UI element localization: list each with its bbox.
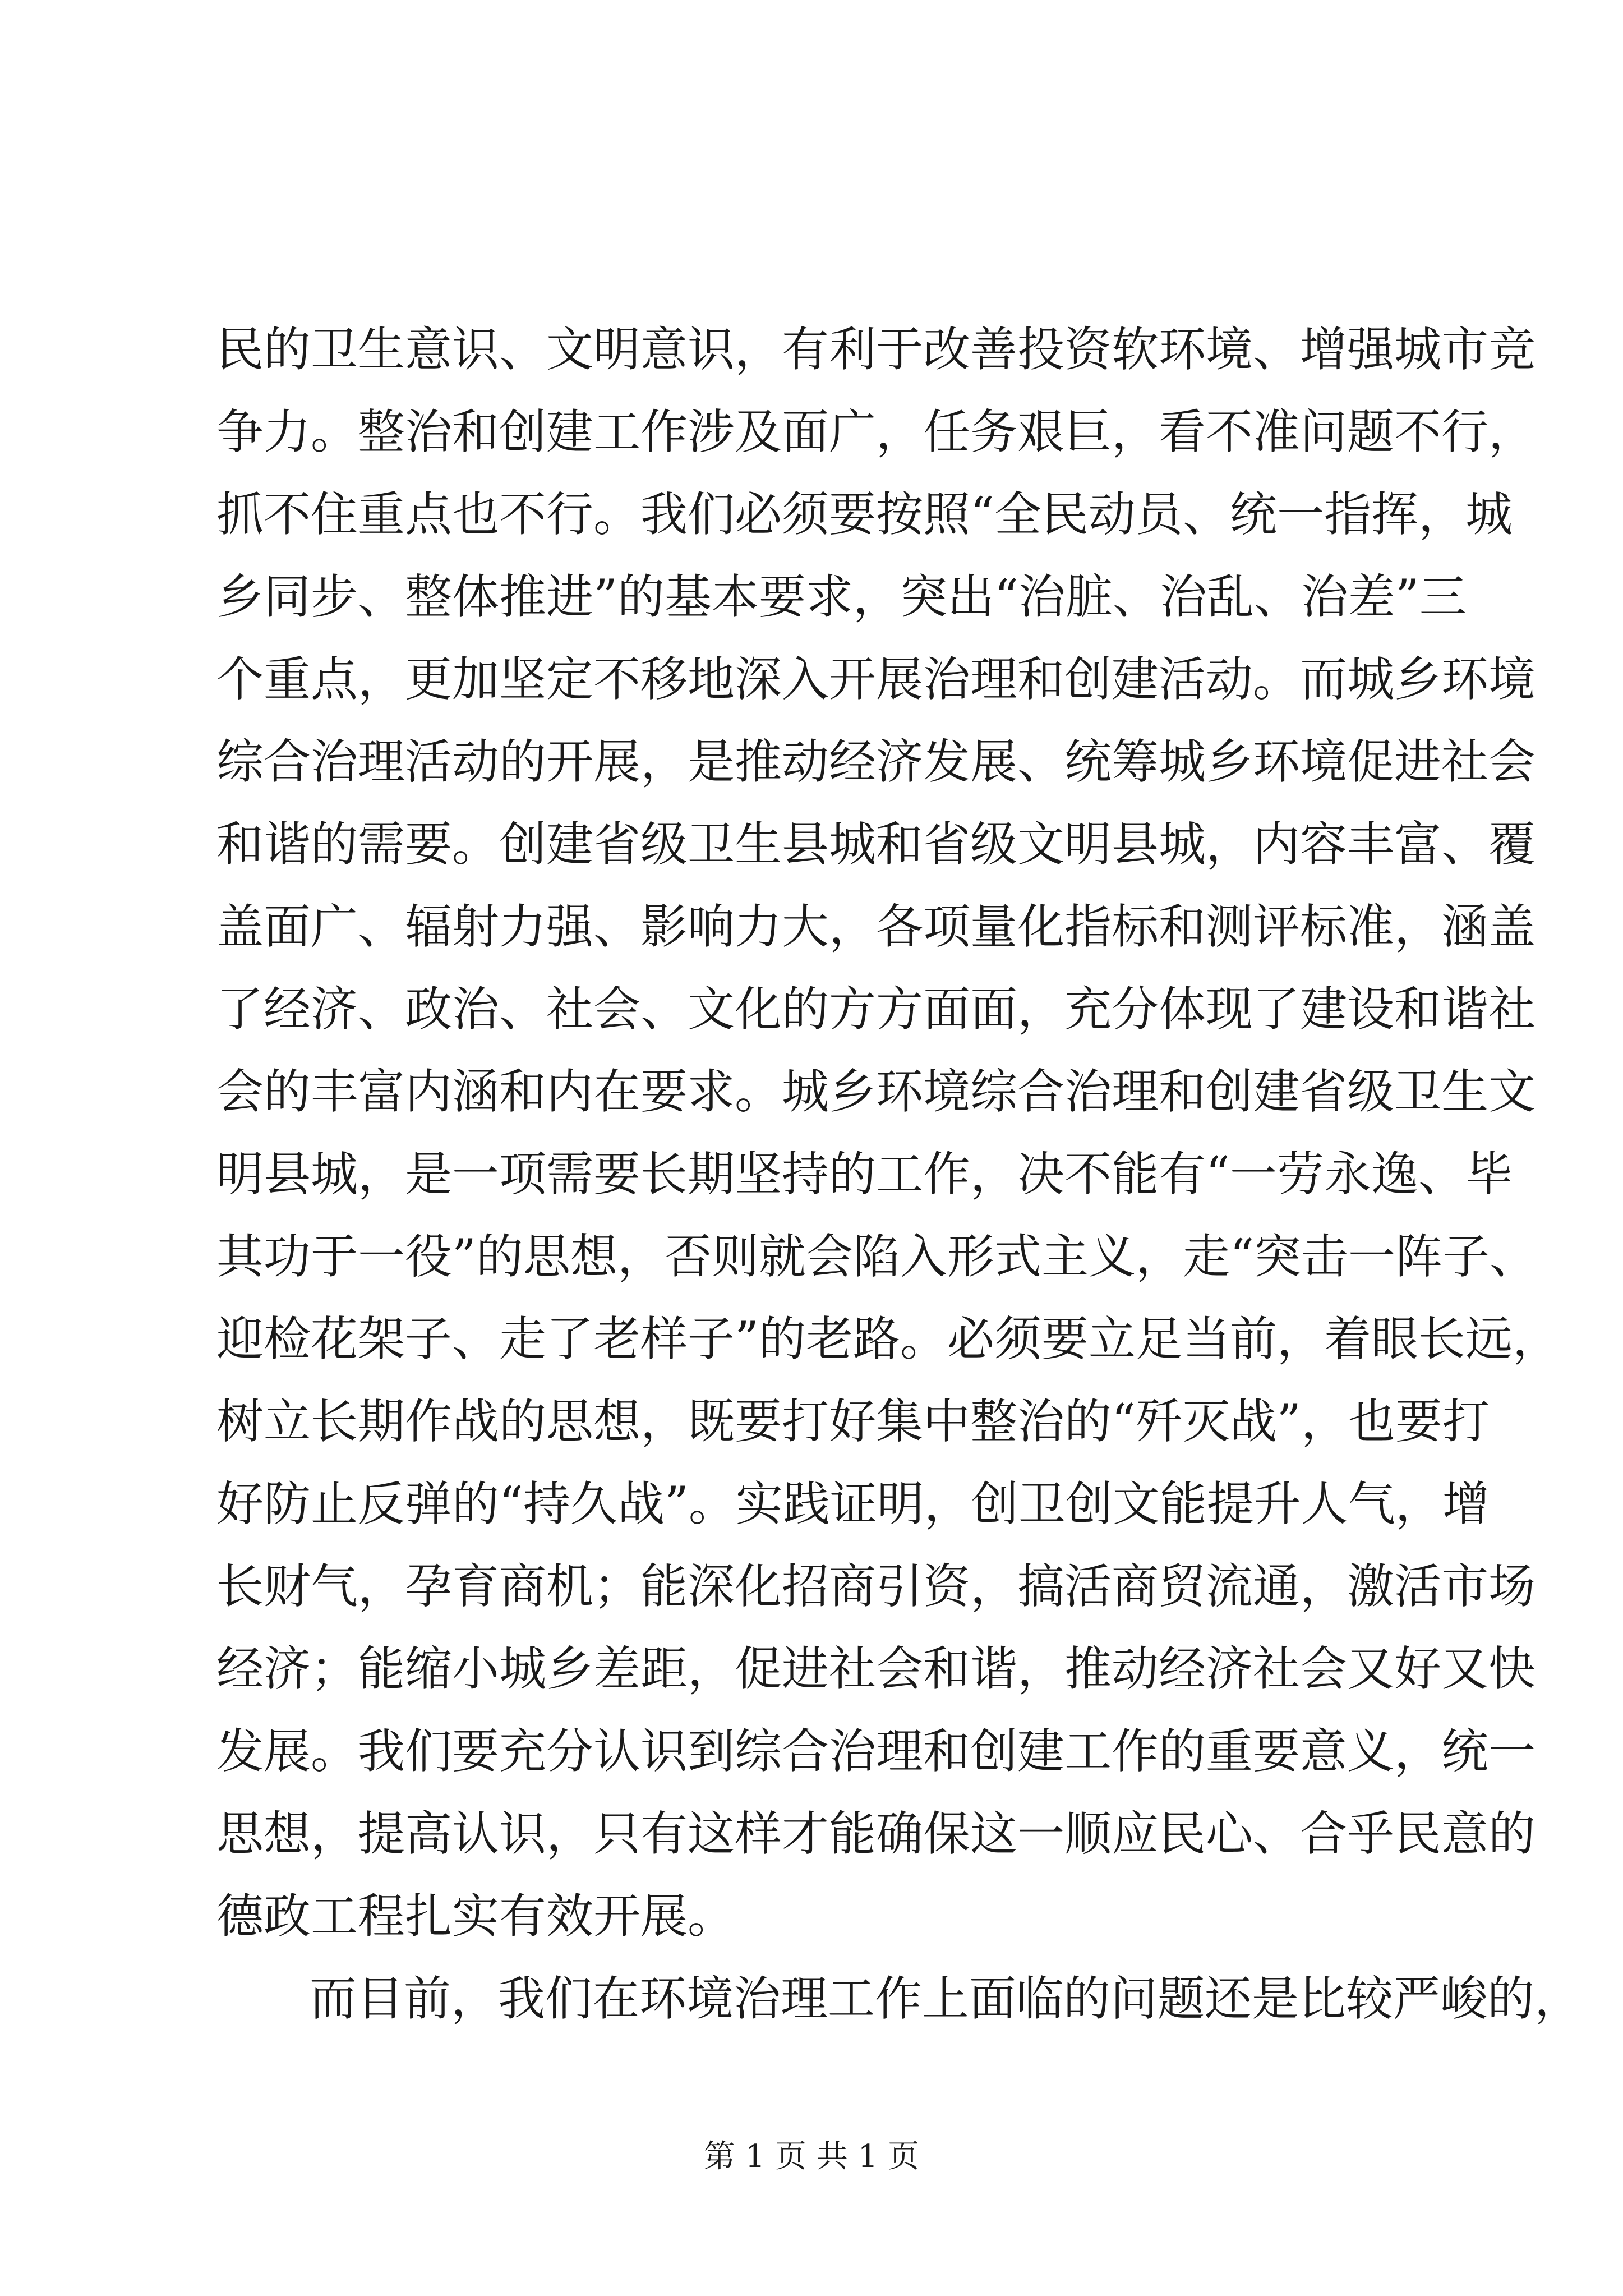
paragraph-1-line-18: 发展。我们要充分认识到综合治理和创建工作的重要意义，统一: [216, 1724, 1536, 1779]
page-number: 第 1 页 共 1 页: [703, 2138, 920, 2175]
paragraph-1-line-5: 个重点，更加坚定不移地深入开展治理和创建活动。而城乡环境: [216, 652, 1536, 707]
paragraph-1-line-6: 综合治理活动的开展，是推动经济发展、统筹城乡环境促进社会: [216, 734, 1536, 789]
paragraph-1-line-16: 长财气，孕育商机；能深化招商引资，搞活商贸流通，激活市场: [216, 1559, 1536, 1614]
paragraph-1-line-19: 思想，提高认识，只有这样才能确保这一顺应民心、合乎民意的: [216, 1806, 1536, 1861]
paragraph-1-line-15: 好防止反弹的“持久战”。实践证明，创卫创文能提升人气，增: [216, 1476, 1490, 1531]
paragraph-1-line-20: 德政工程扎实有效开展。: [216, 1889, 735, 1944]
paragraph-2-line-1: 而目前，我们在环境治理工作上面临的问题还是比较严峻的，: [310, 1971, 1582, 2026]
paragraph-1-line-14: 树立长期作战的思想，既要打好集中整治的“歼灭战”，也要打: [216, 1394, 1490, 1449]
paragraph-1-line-4: 乡同步、整体推进”的基本要求，突出“治脏、治乱、治差”三: [216, 569, 1467, 624]
paragraph-1-line-8: 盖面广、辐射力强、影响力大，各项量化指标和测评标准，涵盖: [216, 899, 1536, 954]
paragraph-1-line-3: 抓不住重点也不行。我们必须要按照“全民动员、统一指挥，城: [216, 487, 1513, 542]
paragraph-1-line-10: 会的丰富内涵和内在要求。城乡环境综合治理和创建省级卫生文: [216, 1064, 1536, 1119]
paragraph-1-line-1: 民的卫生意识、文明意识，有利于改善投资软环境、增强城市竞: [216, 322, 1536, 377]
paragraph-1-line-17: 经济；能缩小城乡差距，促进社会和谐，推动经济社会又好又快: [216, 1641, 1536, 1696]
paragraph-1-line-13: 迎检花架子、走了老样子”的老路。必须要立足当前，着眼长远，: [216, 1312, 1560, 1366]
paragraph-1-line-11: 明县城，是一项需要长期坚持的工作，决不能有“一劳永逸、毕: [216, 1147, 1513, 1202]
paragraph-1-line-7: 和谐的需要。创建省级卫生县城和省级文明县城，内容丰富、覆: [216, 817, 1536, 872]
page-footer: [0, 2132, 1623, 2182]
paragraph-1-line-12: 其功于一役”的思想，否则就会陷入形式主义，走“突击一阵子、: [216, 1229, 1537, 1284]
paragraph-1-line-2: 争力。整治和创建工作涉及面广，任务艰巨，看不准问题不行，: [216, 404, 1536, 459]
paragraph-1-line-9: 了经济、政治、社会、文化的方方面面，充分体现了建设和谐社: [216, 982, 1536, 1037]
